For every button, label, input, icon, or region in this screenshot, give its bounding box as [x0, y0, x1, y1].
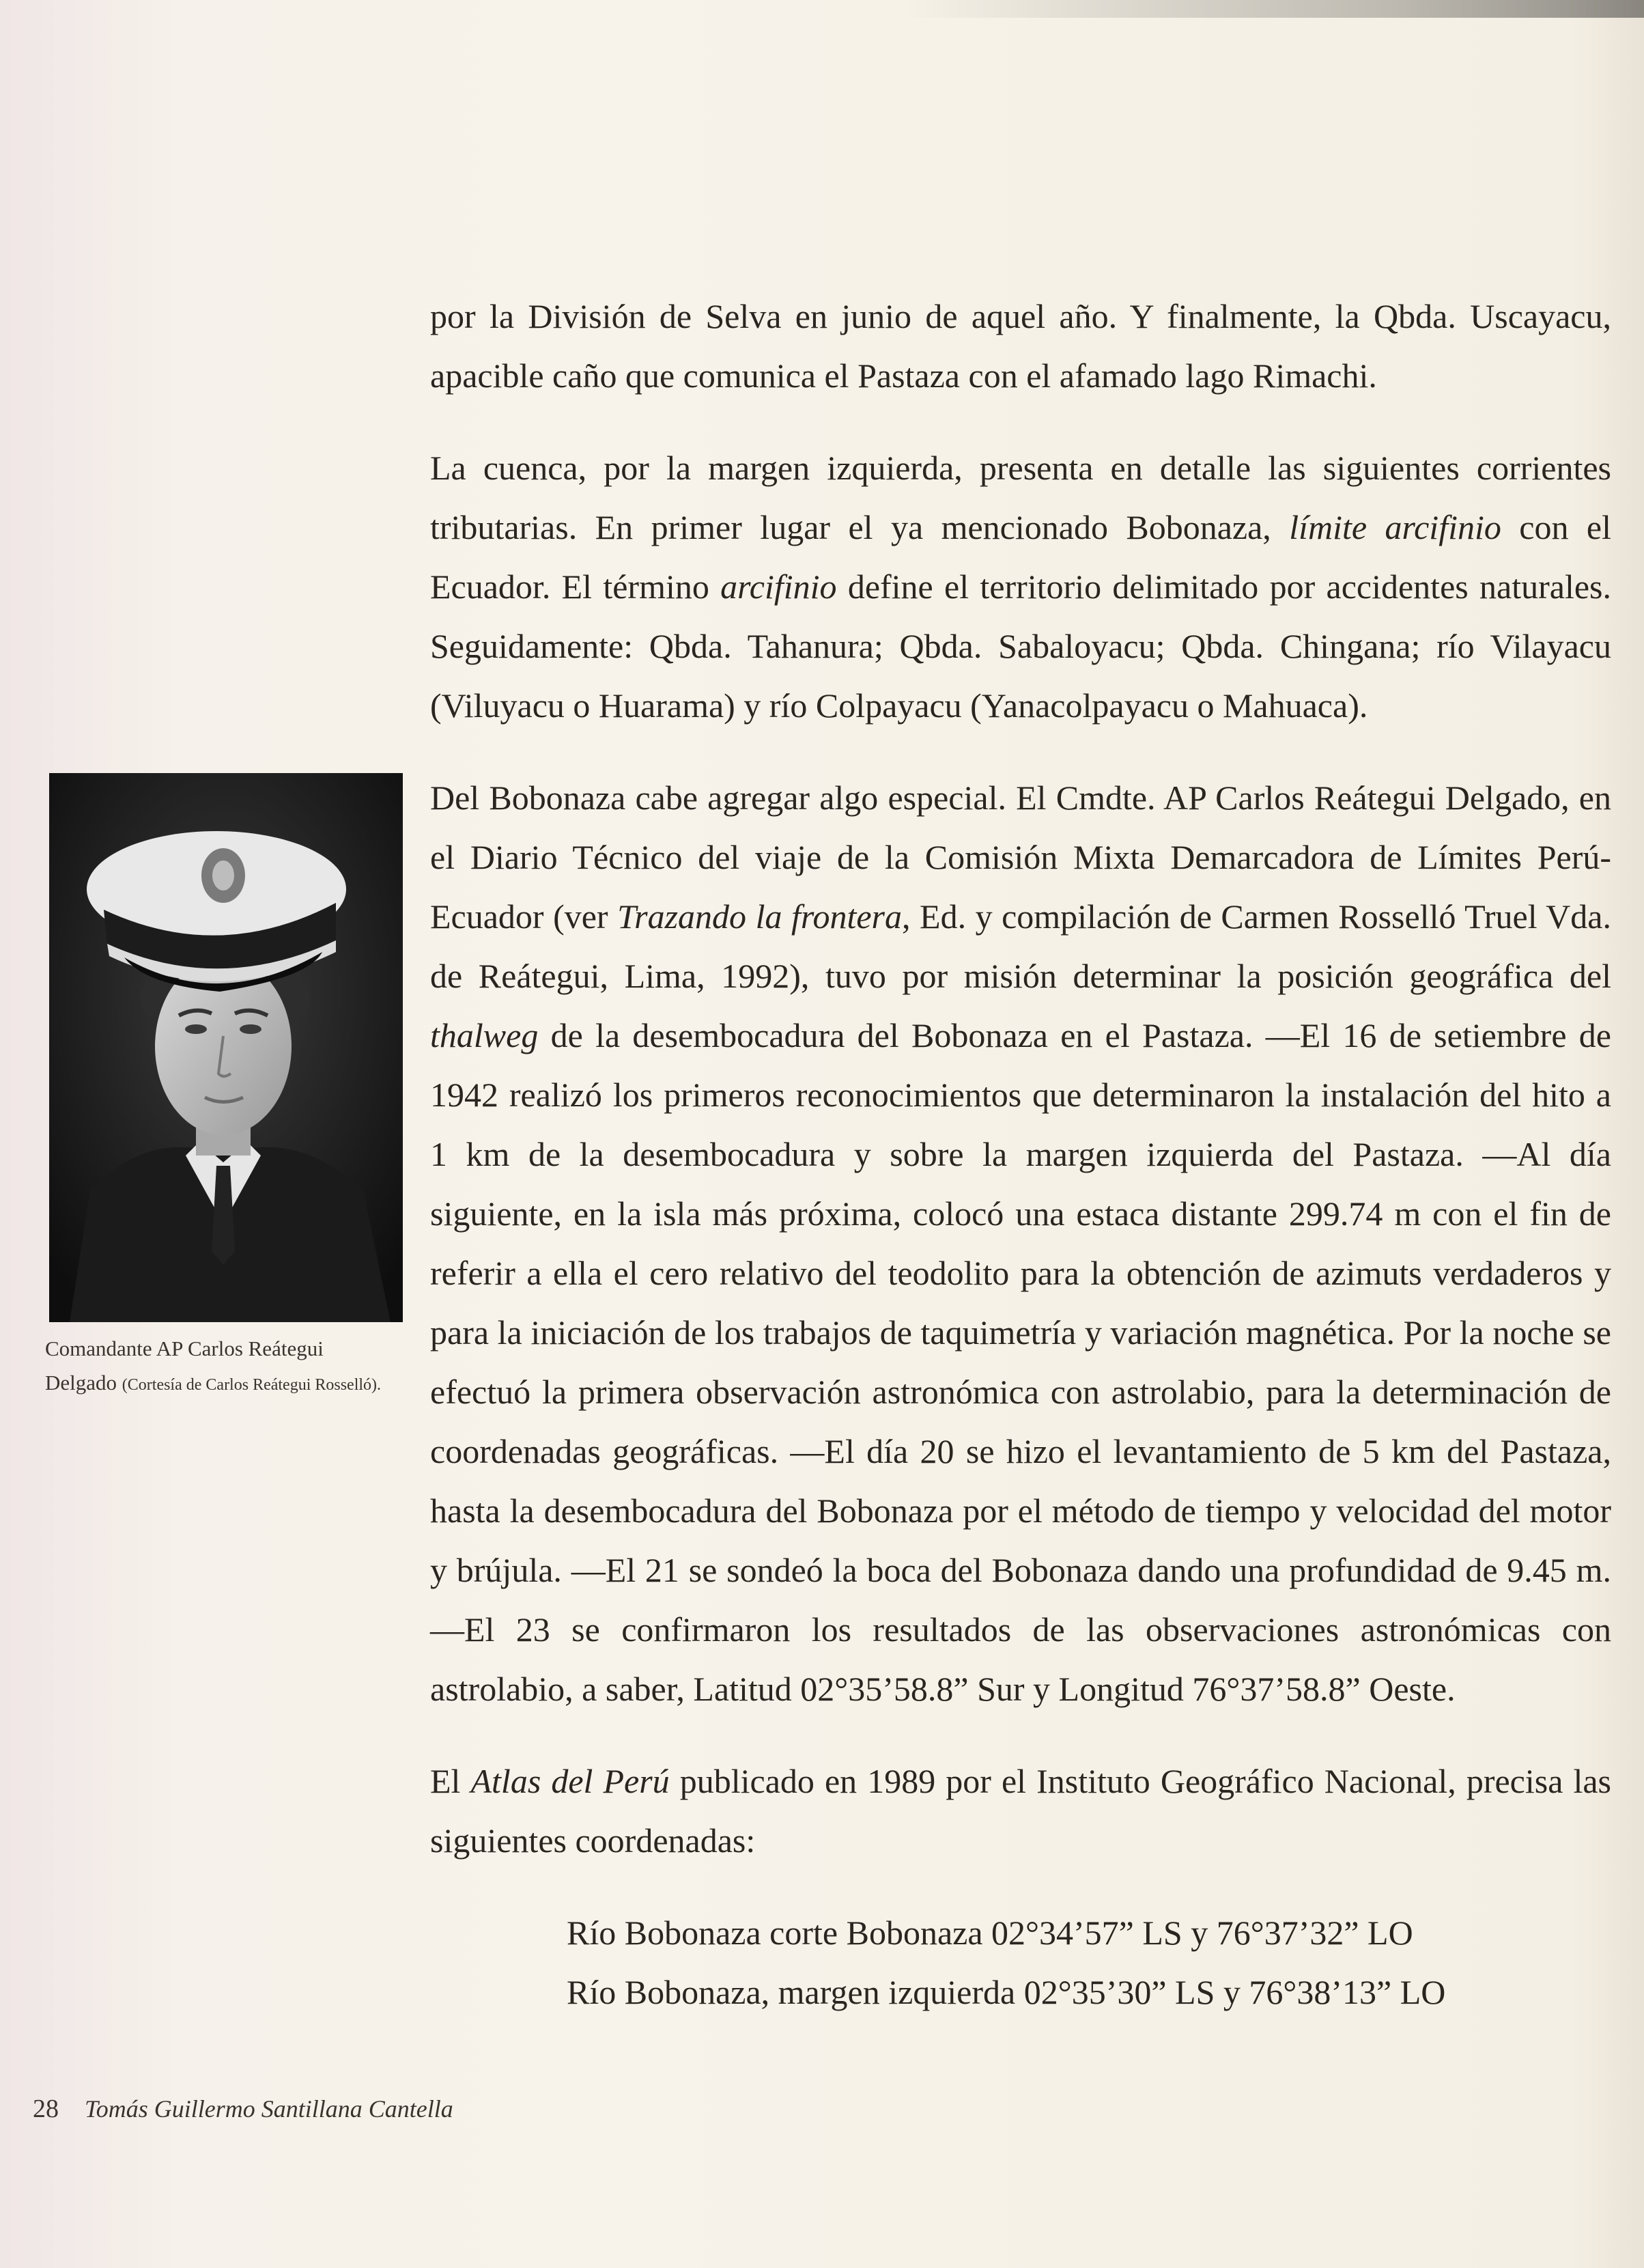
paragraph-1-text: por la División de Selva en junio de aquel año. Y finalmente, la Qbda. Uscayacu, apacible caño que comunica el Pastaza con el afamado lago Rimachi.: [430, 297, 1611, 395]
paragraph-3-italic-book-title: Trazando la frontera: [617, 897, 903, 936]
paragraph-1: [430, 287, 1611, 406]
coordinate-line-2: Río Bobonaza, margen izquierda 02°35’30” LS y 76°38’13” LO: [567, 1973, 1446, 2011]
paragraph-2-text-a: La cuenca, por la margen izquierda, presenta en detalle las siguientes corrientes tributarias. En primer lugar el ya mencionado Bobonaza,: [430, 449, 1611, 546]
paragraph-2: [430, 438, 1611, 736]
page-footer: [33, 2094, 453, 2124]
paragraph-2-text-c: con el Ecuador. El término: [430, 508, 1611, 606]
paragraph-4-italic-atlas: Atlas del Perú: [470, 1762, 670, 1800]
running-footer-author: Tomás Guillermo Santillana Cantella: [85, 2095, 453, 2123]
paragraph-3: [430, 768, 1611, 1719]
portrait-photo: [49, 773, 403, 1322]
paragraph-2-text-e: define el territorio delimitado por accidentes naturales. Seguidamente: Qbda. Tahanura; Qbda. Sabaloyacu; Qbda. Chingana; río Vilayacu (Viluyacu o Huarama) y río Colpayacu (Yanacolpayacu o Mahuaca).: [430, 568, 1611, 725]
paragraph-4-text-c: publicado en 1989 por el Instituto Geográfico Nacional, precisa las siguientes coordenadas:: [430, 1762, 1611, 1860]
caption-main: Comandante AP Carlos Reátegui Delgado: [45, 1336, 324, 1395]
paragraph-4-text-a: El: [430, 1762, 471, 1800]
paragraph-3-text-c: , Ed. y compilación de Carmen Rosselló Truel Vda. de Reátegui, Lima, 1992), tuvo por misión determinar la posición geográfica del: [430, 897, 1611, 995]
caption-credit: (Cortesía de Carlos Reátegui Rosselló).: [122, 1376, 382, 1394]
portrait-illustration: [49, 773, 403, 1322]
page-number: 28: [33, 2095, 59, 2123]
paragraph-3-italic-thalweg: thalweg: [430, 1016, 539, 1054]
paragraph-3-text-a: Del Bobonaza cabe agregar algo especial. El Cmdte. AP Carlos Reátegui Delgado, en el Diario Técnico del viaje de la Comisión Mixta Demarcadora de Límites Perú-Ecuador (ver: [430, 779, 1611, 936]
page-edge-shadow: [0, 0, 1644, 18]
paragraph-3-text-e: de la desembocadura del Bobonaza en el Pastaza. —El 16 de setiembre de 1942 realizó los primeros reconocimientos que determinaron la instalación del hito a 1 km de la desembocadura y sobre la margen izquierda del Pastaza. —Al día siguiente, en la isla más próxima, colocó una estaca distante 299.74 m con el fin de referir a ella el cero relativo del teodolito para la obtención de azimuts verdaderos y para la iniciación de los trabajos de taquimetría y variación magnética. Por la noche se efectuó la primera observación astronómica con astrolabio, para la determinación de coordenadas geográficas. —El día 20 se hizo el levantamiento de 5 km del Pastaza, hasta la desembocadura del Bobonaza por el método de tiempo y velocidad del motor y brújula. —El 21 se sondeó la boca del Bobonaza dando una profundidad de 9.45 m. —El 23 se confirmaron los resultados de las observaciones astronómicas con astrolabio, a saber, Latitud 02°35’58.8” Sur y Longitud 76°37’58.8” Oeste.: [430, 1016, 1611, 1708]
paragraph-2-italic-arcifinio: arcifinio: [720, 568, 837, 606]
coordinates-list: [430, 1903, 1611, 2022]
paragraph-2-italic-limite: límite arcifinio: [1289, 508, 1501, 546]
main-text-column: [430, 287, 1611, 2022]
photo-caption: [45, 1332, 400, 1402]
paragraph-4: [430, 1752, 1611, 1871]
coordinate-line-1: Río Bobonaza corte Bobonaza 02°34’57” LS y 76°37’32” LO: [567, 1914, 1413, 1952]
